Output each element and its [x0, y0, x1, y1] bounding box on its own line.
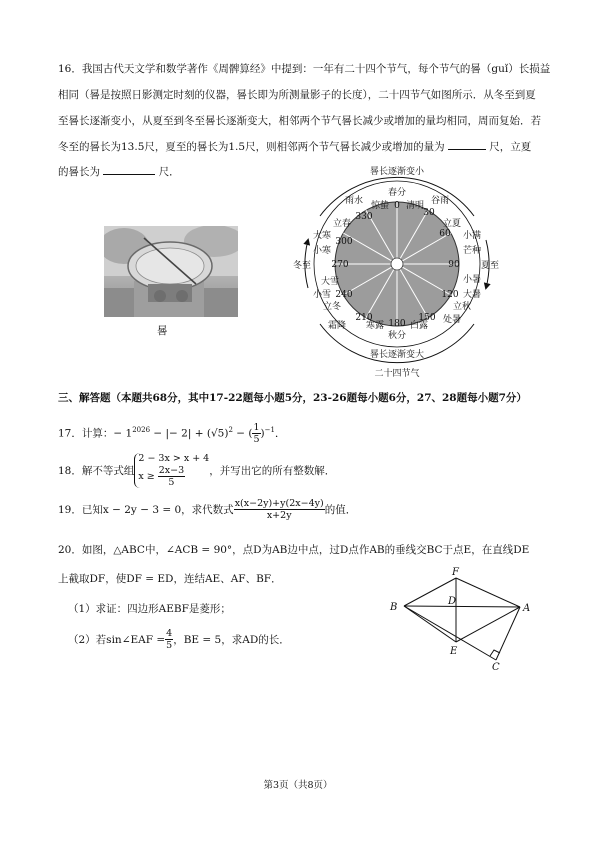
q20-part2-frac — [165, 628, 173, 651]
answer-blank-2[interactable] — [103, 174, 155, 175]
q17-fraction — [252, 422, 260, 445]
term-qiufen: 秋分 — [387, 331, 407, 341]
term-jingzhe: 惊蛰 — [370, 201, 390, 211]
q18-ineq2-den: 5 — [168, 477, 175, 488]
q19-fraction — [234, 498, 325, 521]
q18-system — [134, 453, 209, 488]
angle-240: 240 — [335, 290, 353, 300]
q17-minus: − ( — [232, 427, 253, 440]
q20-part2-text: （2）若sin∠EAF = — [68, 633, 166, 646]
angle-150: 150 — [418, 313, 436, 323]
q16-line4-tail: 尺，立夏 — [489, 141, 532, 153]
term-mangzhong: 芒种 — [462, 246, 482, 256]
q17-end: ． — [274, 427, 286, 440]
q17-close: ) — [260, 427, 265, 440]
term-lixia: 立夏 — [442, 219, 462, 229]
solar-terms-diagram — [282, 160, 512, 388]
angle-210: 210 — [355, 313, 373, 323]
term-dahan: 大寒 — [312, 231, 332, 241]
q19-suffix: 的值． — [324, 503, 357, 516]
q16-line5 — [58, 165, 180, 179]
q17-neg1: −1 — [264, 426, 275, 434]
q18-suffix: ，并写出它的所有整数解． — [209, 464, 336, 477]
summer-solstice-label: 夏至 — [480, 261, 500, 271]
term-dashu: 大暑 — [462, 290, 482, 300]
angle-300: 300 — [335, 237, 353, 247]
term-yushui: 雨水 — [344, 196, 364, 206]
q20-part1: （1）求证：四边形AEBF是菱形； — [68, 603, 231, 615]
point-C-label: C — [492, 662, 500, 670]
angle-60: 60 — [439, 229, 451, 239]
q17-frac-num: 1 — [253, 422, 260, 433]
q20-figure — [384, 564, 534, 670]
sundial-photo-drawing — [104, 226, 238, 317]
term-chunfen: 春分 — [387, 188, 407, 198]
q16-line4 — [58, 140, 531, 154]
q16-line5-tail: 尺． — [158, 166, 180, 178]
q17 — [58, 422, 285, 445]
q19 — [58, 498, 356, 521]
q18-ineq1: 2 − 3x > x + 4 — [138, 453, 210, 464]
q19-prefix: 19．已知x − 2y − 3 = 0，求代数式 — [58, 503, 234, 516]
term-bailu: 白露 — [409, 321, 429, 331]
term-lidong: 立冬 — [322, 302, 342, 312]
angle-90: 90 — [448, 260, 460, 270]
q18-ineq2-num: 2x−3 — [158, 465, 185, 476]
term-xiaohan: 小寒 — [312, 246, 332, 256]
q17-expr: − 1 — [113, 427, 133, 440]
answer-blank-1[interactable] — [448, 149, 486, 150]
q18 — [58, 453, 335, 488]
q16-line2: 相同（晷是按照日影测定时刻的仪器，晷长即为所测量影子的长度），二十四节气如图所示．从冬至到夏 — [58, 89, 536, 101]
q18-ineq2-left: x ≥ — [138, 471, 155, 482]
term-lichun: 立春 — [332, 219, 352, 229]
q20-line1: 20．如图，△ABC中，∠ACB = 90°，点D为AB边中点，过D点作AB的垂线交BC于点E，在直线DE — [58, 544, 530, 556]
section-3-heading: 三、解答题（本题共68分，其中17-22题每小题5分，23-26题每小题6分，27、28题每小题7分） — [58, 392, 527, 404]
term-guyu: 谷雨 — [430, 196, 450, 206]
q18-ineq2-frac — [158, 465, 185, 488]
q20-part2-den: 5 — [166, 640, 173, 651]
term-shuangjiang: 霜降 — [327, 321, 347, 331]
bottom-title: 二十四节气 — [374, 369, 420, 379]
q18-prefix: 18．解不等式组 — [58, 464, 135, 477]
q16-line3: 至晷长逐渐变小，从夏至到冬至晷长逐渐变大，相邻两个节气晷长减少或增加的量均相同，周而复始．若 — [58, 115, 541, 127]
term-xiaoshu: 小暑 — [462, 275, 482, 285]
q20-part2-num: 4 — [166, 628, 173, 639]
angle-0: 0 — [394, 201, 400, 211]
point-F-label: F — [452, 567, 459, 578]
q18-ineq2 — [138, 465, 209, 488]
q20-part2 — [68, 628, 290, 651]
term-xiaoman: 小满 — [462, 231, 482, 241]
point-D-label: D — [448, 596, 457, 607]
q16-line1: 16．我国古代天文学和数学著作《周髀算经》中提到：一年有二十四个节气，每个节气的晷（guǐ）长损益 — [58, 63, 551, 75]
q17-prefix: 17．计算： — [58, 427, 114, 440]
q20-part2-tail: ，BE = 5，求AD的长． — [173, 633, 290, 646]
q20-line2: 上截取DF，使DF = ED，连结AE、AF、BF． — [58, 573, 282, 585]
q16-line5-text: 的晷长为 — [58, 166, 100, 178]
term-hanlu: 寒露 — [365, 321, 385, 331]
sundial-caption: 晷 — [157, 325, 168, 337]
q17-square: 2 — [228, 426, 233, 434]
page-footer: 第3页（共8页） — [263, 780, 333, 791]
q17-frac-den: 5 — [253, 434, 260, 445]
term-chushu: 处暑 — [442, 315, 462, 325]
angle-30: 30 — [423, 208, 435, 218]
point-B-label: B — [390, 602, 398, 613]
top-arrow-label: 晷长逐渐变小 — [369, 167, 425, 177]
angle-180: 180 — [388, 319, 406, 329]
dial-center — [391, 258, 403, 270]
q19-den: x+2y — [266, 510, 292, 521]
sundial-photo — [104, 226, 238, 317]
point-A-label: A — [523, 603, 531, 614]
angle-270: 270 — [331, 260, 349, 270]
winter-solstice-label: 冬至 — [292, 261, 312, 271]
term-liqiu: 立秋 — [452, 302, 472, 312]
term-daxue: 大雪 — [320, 277, 340, 287]
point-E-label: E — [450, 646, 458, 657]
angle-330: 330 — [355, 212, 373, 222]
q17-mid: − |− 2| + (√5) — [150, 427, 229, 440]
term-xiaoxue: 小雪 — [312, 290, 332, 300]
term-qingming: 清明 — [405, 201, 425, 211]
q16-line4-text: 冬至的晷长为13.5尺，夏至的晷长为1.5尺，则相邻两个节气晷长减少或增加的量为 — [58, 141, 445, 153]
q17-power: 2026 — [132, 426, 151, 434]
q19-num: x(x−2y)+y(2x−4y) — [234, 498, 324, 509]
bottom-arrow-label: 晷长逐渐变大 — [369, 350, 425, 360]
angle-120: 120 — [441, 290, 459, 300]
